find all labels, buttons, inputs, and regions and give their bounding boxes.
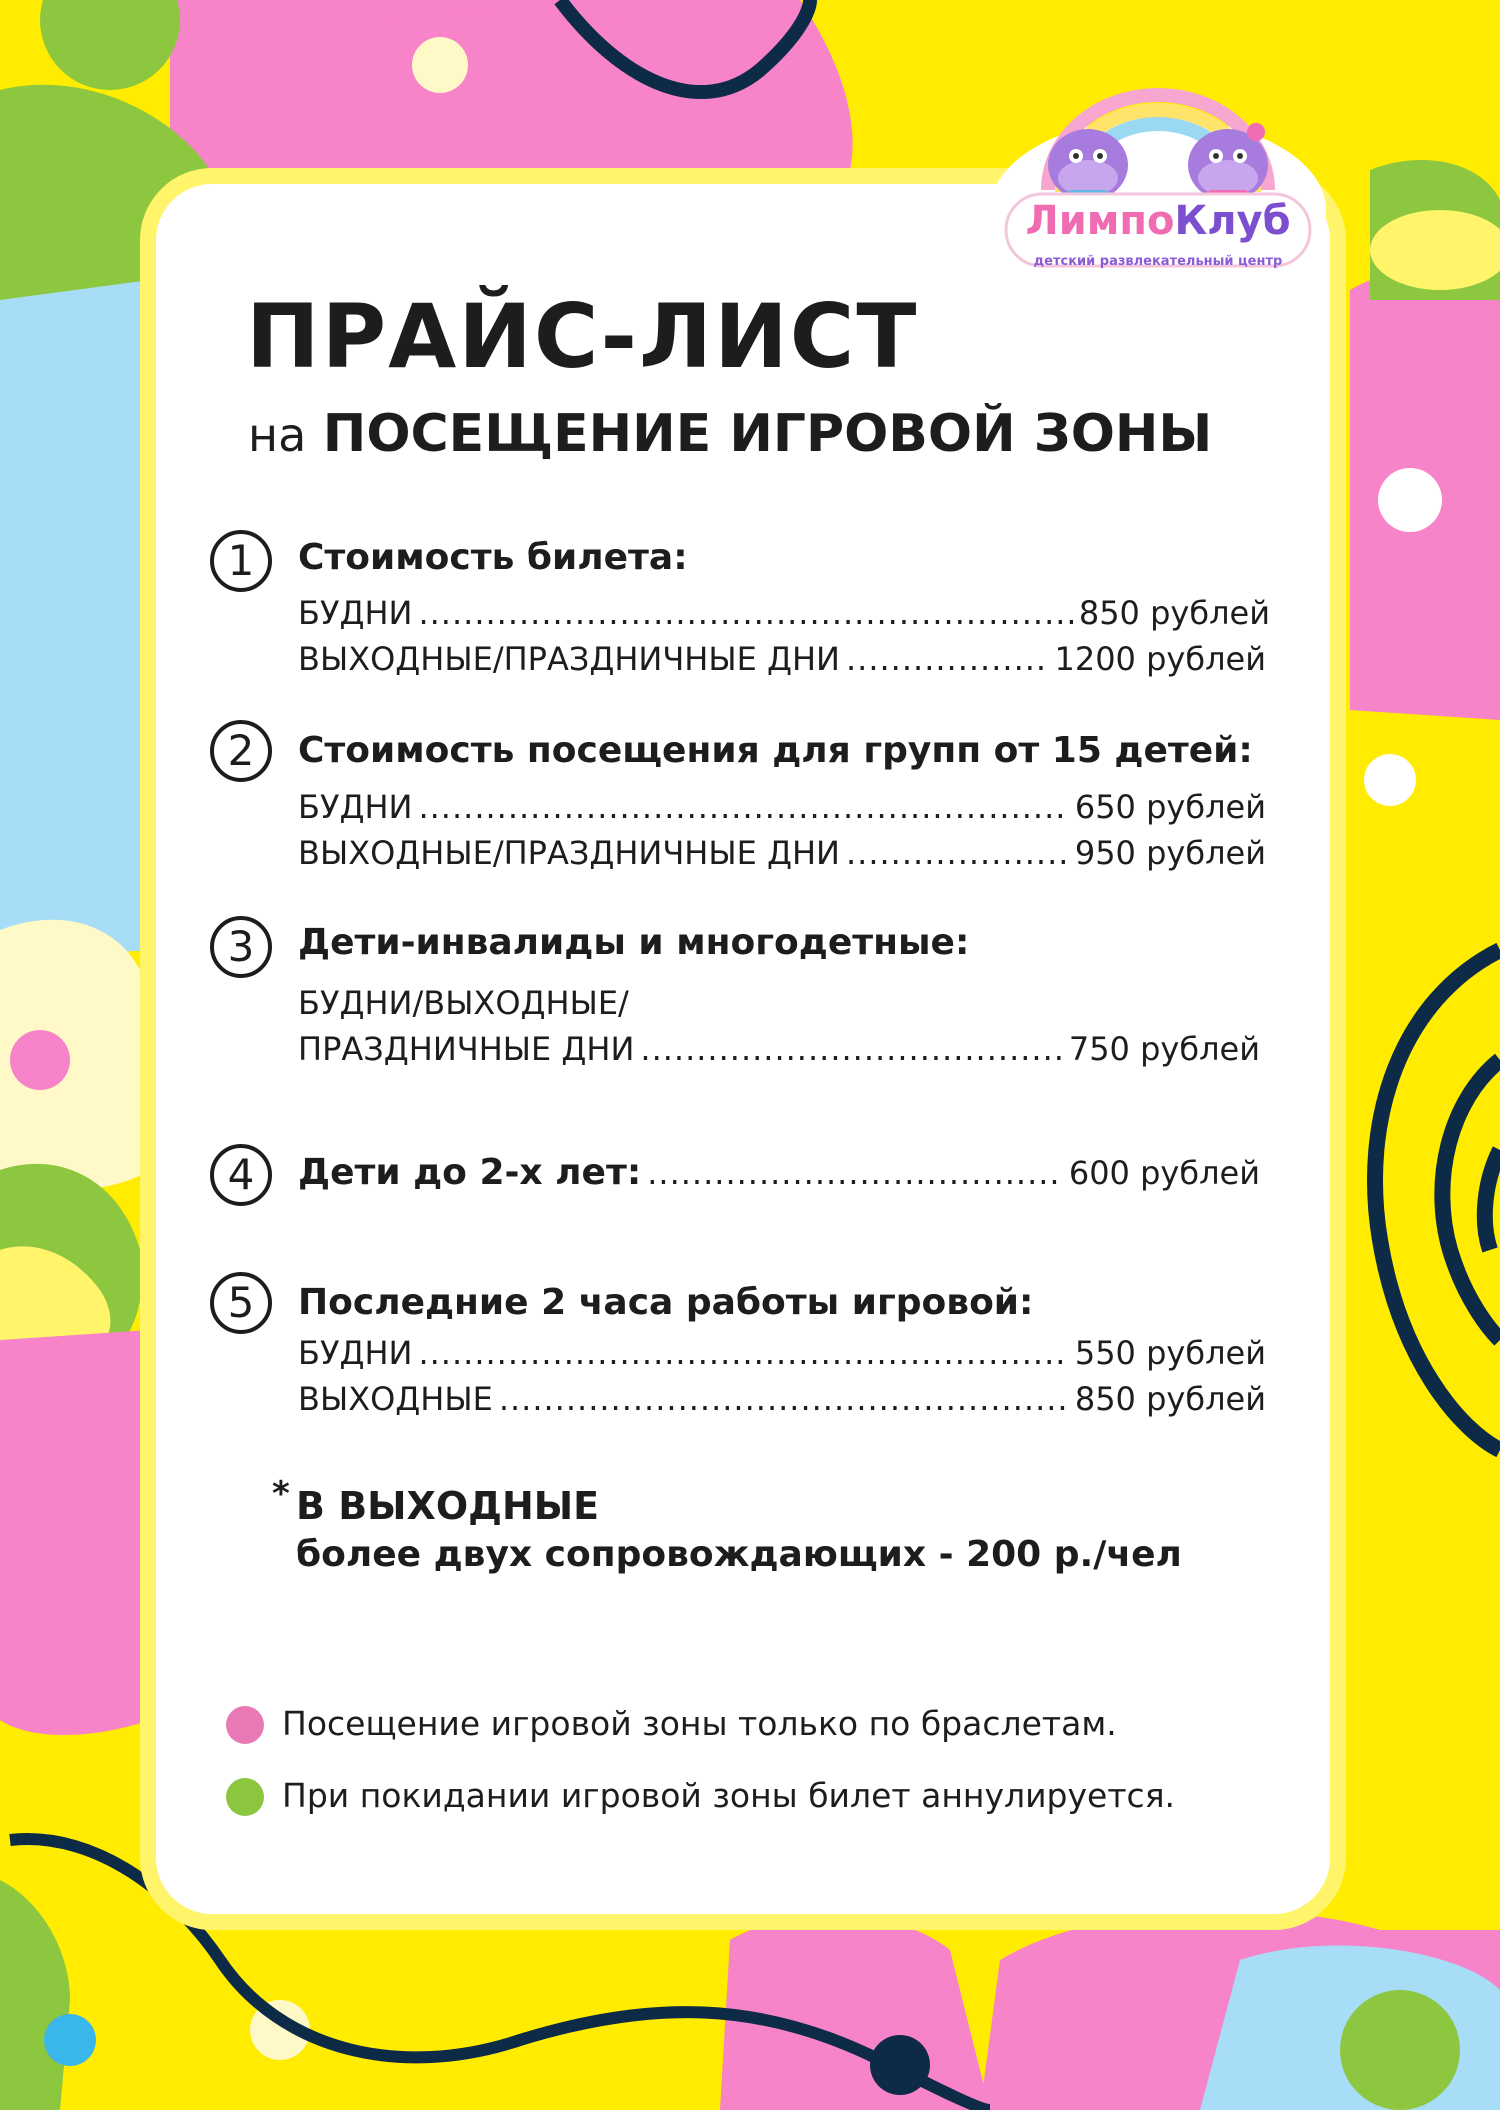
price-row bbox=[298, 1334, 1266, 1374]
price-row-value: 950 рублей bbox=[1074, 834, 1266, 872]
note-asterisk: * bbox=[272, 1474, 290, 1514]
price-row-value: 850 рублей bbox=[1078, 594, 1270, 632]
section-3-line1: БУДНИ/ВЫХОДНЫЕ/ bbox=[298, 984, 629, 1022]
price-row-value: 1200 рублей bbox=[1054, 640, 1266, 678]
price-row-label: ВЫХОДНЫЕ bbox=[298, 1380, 493, 1418]
price-row bbox=[298, 834, 1266, 874]
page-subtitle bbox=[248, 404, 1212, 464]
dot-leader bbox=[846, 640, 1048, 678]
price-row bbox=[298, 1030, 1260, 1070]
logo-name-part2: Клуб bbox=[1174, 198, 1291, 244]
section-number-4: 4 bbox=[210, 1144, 272, 1206]
page-title: ПРАЙС-ЛИСТ bbox=[246, 285, 919, 388]
logo-tagline: детский развлекательный центр bbox=[1033, 254, 1283, 269]
logo-name-part1: Лимпо bbox=[1025, 198, 1175, 244]
section-heading-2: Стоимость посещения для групп от 15 детей: bbox=[298, 730, 1253, 771]
section-number-5: 5 bbox=[210, 1272, 272, 1334]
logo-name bbox=[988, 198, 1328, 244]
price-row bbox=[298, 1152, 1260, 1192]
pink-bullet-dot bbox=[226, 1706, 264, 1744]
section-number-3: 3 bbox=[210, 916, 272, 978]
subtitle-main: ПОСЕЩЕНИЕ ИГРОВОЙ ЗОНЫ bbox=[322, 404, 1213, 464]
price-row bbox=[298, 1380, 1266, 1420]
dot-leader bbox=[640, 1030, 1062, 1068]
price-row-label: ВЫХОДНЫЕ/ПРАЗДНИЧНЫЕ ДНИ bbox=[298, 640, 840, 678]
section-heading-1: Стоимость билета: bbox=[298, 537, 688, 578]
bullet-text-2: При покидании игровой зоны билет аннулируется. bbox=[282, 1776, 1176, 1815]
price-row-value: 600 рублей bbox=[1068, 1154, 1260, 1192]
price-row-value: 550 рублей bbox=[1074, 1334, 1266, 1372]
dot-leader bbox=[846, 834, 1069, 872]
price-row bbox=[298, 594, 1270, 634]
section-heading-4: Дети до 2-х лет: bbox=[298, 1152, 642, 1193]
section-number-2: 2 bbox=[210, 720, 272, 782]
price-row-value: 650 рублей bbox=[1074, 788, 1266, 826]
note-line2: более двух сопровождающих - 200 р./чел bbox=[296, 1534, 1182, 1575]
note-line1: В ВЫХОДНЫЕ bbox=[296, 1484, 600, 1528]
price-row bbox=[298, 640, 1266, 680]
price-row bbox=[298, 788, 1266, 828]
price-row-value: 850 рублей bbox=[1074, 1380, 1266, 1418]
dot-leader bbox=[418, 788, 1068, 826]
dot-leader bbox=[499, 1380, 1069, 1418]
section-heading-5: Последние 2 часа работы игровой: bbox=[298, 1282, 1034, 1323]
price-row-value: 750 рублей bbox=[1068, 1030, 1260, 1068]
dot-leader bbox=[647, 1154, 1063, 1192]
bullet-text-1: Посещение игровой зоны только по браслетам. bbox=[282, 1704, 1117, 1743]
limpoclub-logo bbox=[988, 70, 1328, 300]
section-heading-3: Дети-инвалиды и многодетные: bbox=[298, 922, 970, 963]
price-row-label: БУДНИ bbox=[298, 594, 413, 632]
price-row-label: ПРАЗДНИЧНЫЕ ДНИ bbox=[298, 1030, 635, 1068]
dot-leader bbox=[418, 1334, 1068, 1372]
green-bullet-dot bbox=[226, 1778, 264, 1816]
section-number-1: 1 bbox=[210, 530, 272, 592]
price-row-label: ВЫХОДНЫЕ/ПРАЗДНИЧНЫЕ ДНИ bbox=[298, 834, 840, 872]
subtitle-prefix: на bbox=[248, 408, 307, 462]
dot-leader bbox=[418, 594, 1072, 632]
price-row-label: БУДНИ bbox=[298, 788, 413, 826]
price-row-label: БУДНИ bbox=[298, 1334, 413, 1372]
